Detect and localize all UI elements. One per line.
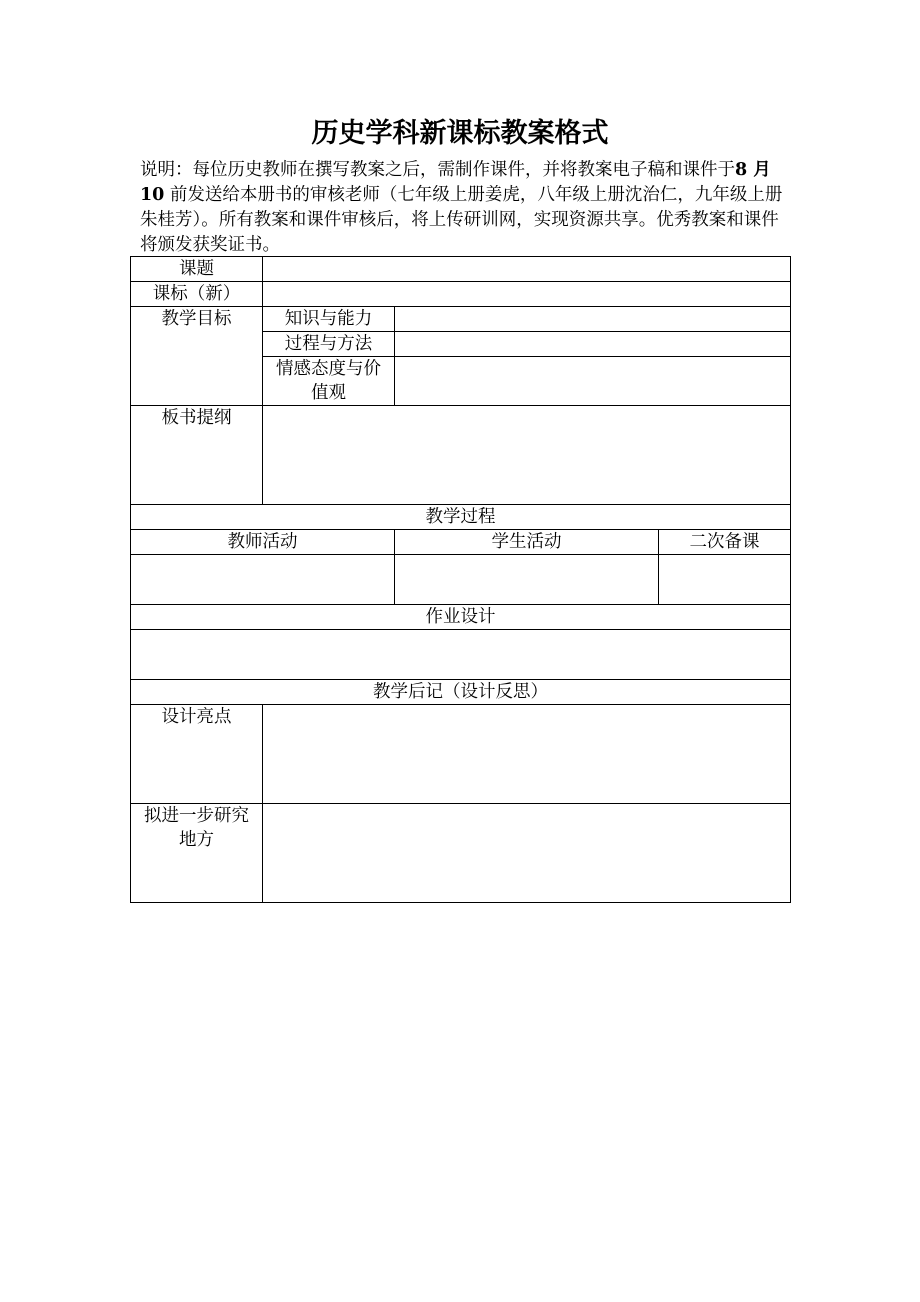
homework-field[interactable] xyxy=(131,630,791,680)
highlights-field[interactable] xyxy=(263,705,791,804)
further-study-label: 拟进一步研究地方 xyxy=(131,804,263,903)
knowledge-ability-label: 知识与能力 xyxy=(263,307,395,332)
intro-paragraph xyxy=(140,158,785,258)
intro-date: 8 月 10 xyxy=(140,160,771,205)
second-prep-header: 二次备课 xyxy=(659,530,791,555)
intro-rest: 前发送给本册书的审核老师（七年级上册姜虎，八年级上册沈治仁，九年级上册朱桂芳）。所有教案和课件审核后，将上传研训网，实现资源共享。优秀教案和课件将颁发获奖证书。 xyxy=(140,185,783,255)
homework-header: 作业设计 xyxy=(131,605,791,630)
standard-label: 课标（新） xyxy=(131,282,263,307)
student-activity-field[interactable] xyxy=(395,555,659,605)
emotion-values-label: 情感态度与价值观 xyxy=(263,357,395,406)
intro-lead: 说明：每位历史教师在撰写教案之后，需制作课件，并将教案电子稿和课件于 xyxy=(140,160,735,180)
knowledge-ability-field[interactable] xyxy=(395,307,791,332)
second-prep-field[interactable] xyxy=(659,555,791,605)
emotion-values-field[interactable] xyxy=(395,357,791,406)
highlights-label: 设计亮点 xyxy=(131,705,263,804)
topic-field[interactable] xyxy=(263,257,791,282)
objectives-label: 教学目标 xyxy=(131,307,263,406)
student-activity-header: 学生活动 xyxy=(395,530,659,555)
process-method-label: 过程与方法 xyxy=(263,332,395,357)
teacher-activity-field[interactable] xyxy=(131,555,395,605)
page-title: 历史学科新课标教案格式 xyxy=(311,118,609,149)
standard-field[interactable] xyxy=(263,282,791,307)
teaching-process-header: 教学过程 xyxy=(131,505,791,530)
process-method-field[interactable] xyxy=(395,332,791,357)
reflection-header: 教学后记（设计反思） xyxy=(131,680,791,705)
lesson-plan-table xyxy=(130,256,791,903)
board-outline-field[interactable] xyxy=(263,406,791,505)
teacher-activity-header: 教师活动 xyxy=(131,530,395,555)
board-outline-label: 板书提纲 xyxy=(131,406,263,505)
further-study-field[interactable] xyxy=(263,804,791,903)
topic-label: 课题 xyxy=(131,257,263,282)
